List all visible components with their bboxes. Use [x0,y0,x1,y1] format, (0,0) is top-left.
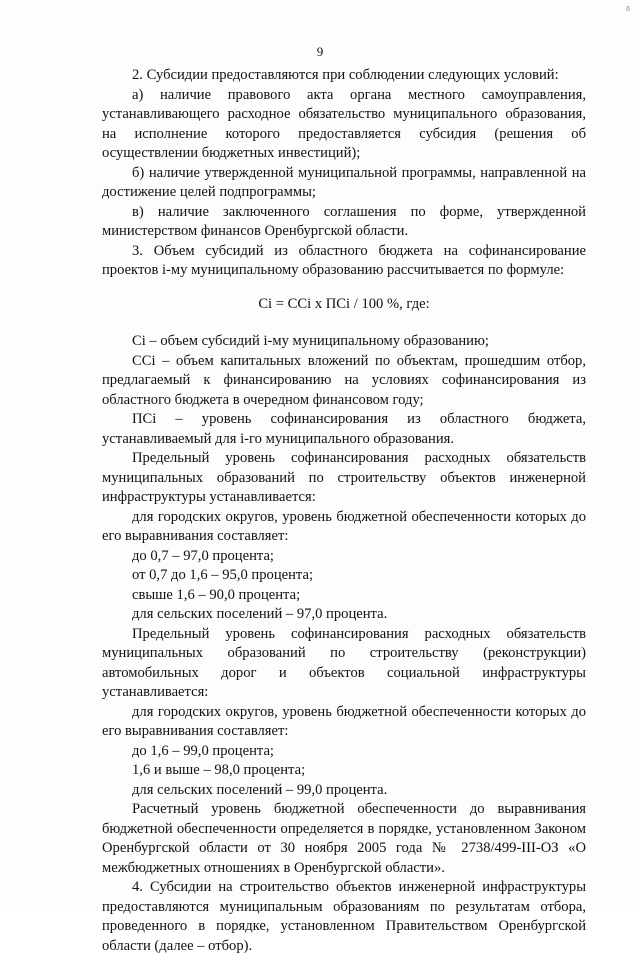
definition: ПСi – уровень софинансирования из областного бюджета, устанавливаемый для i-го муниципального образования. [102,411,586,447]
list-item: от 0,7 до 1,6 – 95,0 процента; [132,567,314,583]
paragraph: 2. Субсидии предоставляются при соблюдении следующих условий: [132,67,559,83]
paragraph: для городских округов, уровень бюджетной обеспеченности которых до его выравнивания составляет: [102,508,586,544]
list-item: свыше 1,6 – 90,0 процента; [132,586,301,603]
paragraph: а) наличие правового акта органа местного самоуправления, устанавливающего расходное обязательство муниципального образования, на исполнение которого предоставляется субсидия (решения об осуществлении бюджетных инвестиций); [102,86,586,161]
paragraph: в) наличие заключенного соглашения по форме, утвержденной министерством финансов Оренбургской области. [102,203,586,239]
definition: Ci – объем субсидий i-му муниципальному образованию; [132,333,489,349]
page-number: 9 [316,44,324,59]
paragraph: для городских округов, уровень бюджетной обеспеченности которых до его выравнивания составляет: [102,703,586,739]
list-item: 1,6 и выше – 98,0 процента; [132,762,306,778]
formula: Ci = CCi x ПСi / 100 %, где: [258,295,430,312]
paragraph: Предельный уровень софинансирования расходных обязательств муниципальных образований по строительству (реконструкции) автомобильных дорог и объектов социальной инфраструктуры устанавливается: [102,625,586,700]
paragraph: Предельный уровень софинансирования расходных обязательств муниципальных образований по строительству объектов инженерной инфраструктуры устанавливается: [102,450,586,505]
corner-mark: 6 [626,6,630,13]
list-item: до 0,7 – 97,0 процента; [132,547,274,564]
paragraph: 4. Субсидии на строительство объектов инженерной инфраструктуры предоставляются муниципальным образованиям по результатам отбора, проведенного в порядке, установленном Правительством Оренбургской области (далее – отбор). [102,879,586,954]
definition: ССi – объем капитальных вложений по объектам, прошедшим отбор, предлагаемый к финансированию на условиях софинансирования из областного бюджета в очередном финансовом году; [102,352,586,408]
list-item: до 1,6 – 99,0 процента; [132,742,274,759]
paragraph: б) наличие утвержденной муниципальной программы, направленной на достижение целей подпрограммы; [102,164,586,200]
paragraph: 3. Объем субсидий из областного бюджета на софинансирование проектов i-му муниципальному образованию рассчитывается по формуле: [102,242,586,278]
list-item: для сельских поселений – 99,0 процента. [132,781,388,798]
list-item: для сельских поселений – 97,0 процента. [132,606,388,622]
paragraph: Расчетный уровень бюджетной обеспеченности до выравнивания бюджетной обеспеченности определяется в порядке, установленном Законом Оренбургской области от 30 ноября 2005 года № 2738/499-III-ОЗ «О межбюджетных отношениях в Оренбургской области». [102,801,586,876]
document-body [102,66,586,956]
